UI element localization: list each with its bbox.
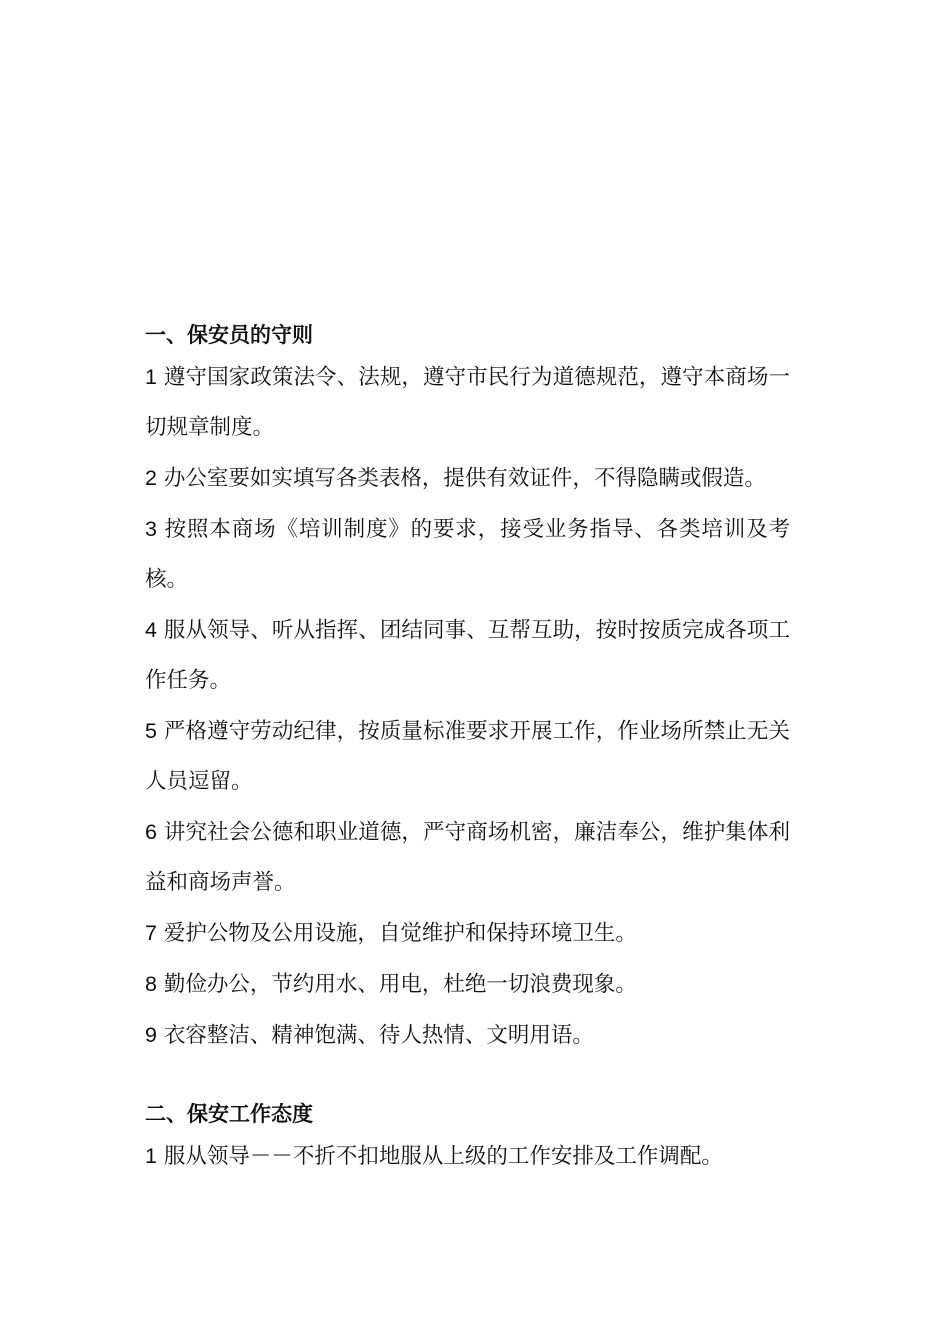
item-text: 遵守国家政策法令、法规，遵守市民行为道德规范，遵守本商场一切规章制度。: [145, 365, 790, 440]
item-number: 1: [145, 365, 157, 389]
section-guard-rules: [145, 318, 790, 1061]
item-number: 9: [145, 1023, 157, 1047]
rule-item: [145, 352, 790, 453]
document-body: [145, 318, 790, 1182]
item-number: 8: [145, 972, 157, 996]
item-text: 服从领导、听从指挥、团结同事、互帮互助，按时按质完成各项工作任务。: [145, 618, 790, 693]
item-text: 按照本商场《培训制度》的要求，接受业务指导、各类培训及考核。: [145, 517, 790, 592]
item-number: 3: [145, 517, 157, 541]
item-text: 办公室要如实填写各类表格，提供有效证件，不得隐瞒或假造。: [163, 466, 766, 491]
rule-item: [145, 908, 790, 959]
section-heading: 二、保安工作态度: [145, 1102, 313, 1126]
item-text: 勤俭办公，节约用水、用电，杜绝一切浪费现象。: [163, 972, 637, 997]
item-number: 2: [145, 466, 157, 490]
item-number: 5: [145, 719, 157, 743]
rule-item: [145, 1010, 790, 1061]
item-number: 7: [145, 921, 157, 945]
rule-item: [145, 959, 790, 1010]
item-text: 严格遵守劳动纪律，按质量标准要求开展工作，作业场所禁止无关人员逗留。: [145, 719, 790, 794]
item-text: 讲究社会公德和职业道德，严守商场机密，廉洁奉公，维护集体利益和商场声誉。: [145, 820, 790, 895]
item-number: 6: [145, 820, 157, 844]
section-heading: 一、保安员的守则: [145, 323, 313, 347]
rule-item: [145, 605, 790, 706]
item-number: 4: [145, 618, 157, 642]
rule-item: [145, 504, 790, 605]
rule-item: [145, 706, 790, 807]
item-number: 1: [145, 1144, 157, 1168]
rule-item: [145, 807, 790, 908]
section-work-attitude: [145, 1097, 790, 1182]
rule-item: [145, 453, 790, 504]
section-spacer: [145, 1061, 790, 1097]
item-text: 爱护公物及公用设施，自觉维护和保持环境卫生。: [163, 921, 637, 946]
item-text: 服从领导－－不折不扣地服从上级的工作安排及工作调配。: [163, 1144, 723, 1169]
item-text: 衣容整洁、精神饱满、待人热情、文明用语。: [163, 1023, 594, 1048]
attitude-item: [145, 1131, 790, 1182]
